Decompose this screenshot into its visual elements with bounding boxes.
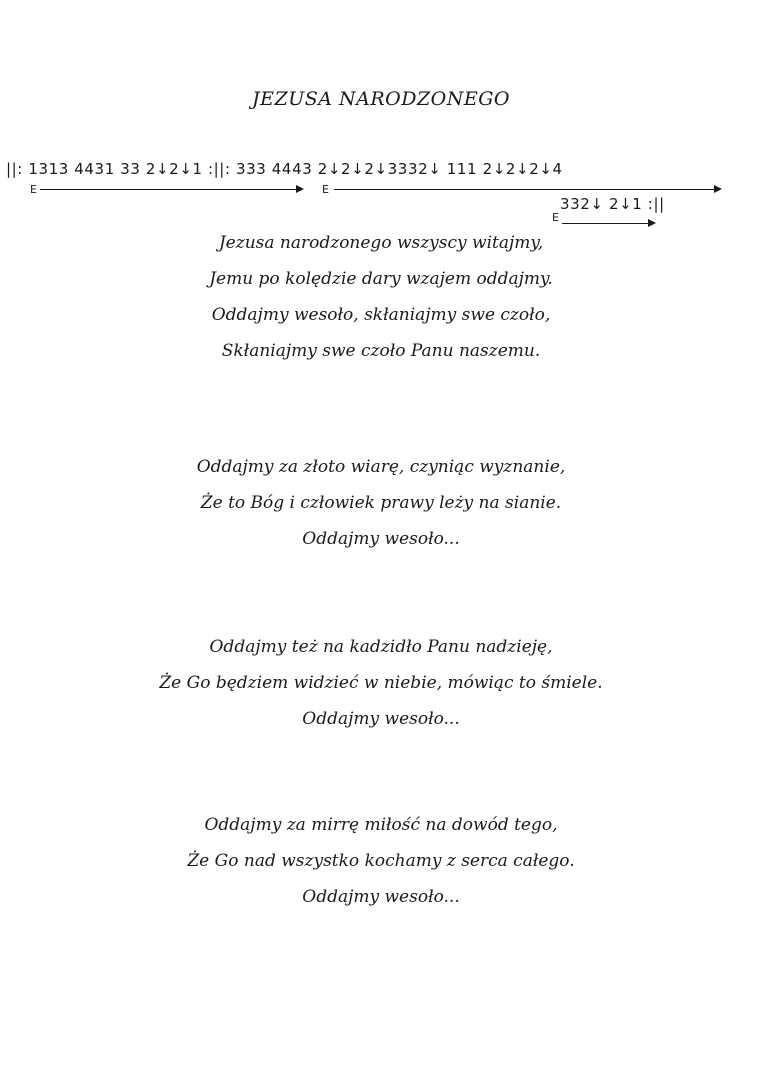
song-title: JEZUSA NARODZONEGO [252,88,510,110]
marker-label-2: E [322,183,329,196]
lyric-line: Oddajmy wesoło... [302,887,460,907]
verse-2 [0,449,762,557]
marker-label-3: E [552,211,559,224]
lyric-line: Oddajmy wesoło... [302,529,460,549]
lyric-line: Skłaniajmy swe czoło Panu naszemu. [221,341,541,361]
repeat-arrow-3 [562,223,654,224]
repeat-arrow-2 [334,189,720,190]
lyric-line: Jemu po kolędzie dary wzajem oddajmy. [209,269,553,289]
notation-line-1: ||: 1313 4431 33 2↓2↓1 :||: 333 4443 2↓2↓2↓3332↓ 111 2↓2↓2↓4 [6,160,563,178]
lyric-line: Że Go będziem widzieć w niebie, mówiąc to śmiele. [159,673,603,693]
marker-label-1: E [30,183,37,196]
repeat-arrow-1 [40,189,302,190]
lyric-line: Że to Bóg i człowiek prawy leży na sianie. [200,493,562,513]
lyric-line: Oddajmy za mirrę miłość na dowód tego, [204,815,558,835]
lyric-line: Oddajmy za złoto wiarę, czyniąc wyznanie, [196,457,566,477]
verse-3 [0,629,762,737]
lyric-line: Że Go nad wszystko kochamy z serca całego. [187,851,575,871]
lyric-line: Jezusa narodzonego wszyscy witajmy, [218,233,544,253]
verse-1 [0,225,762,369]
verse-4 [0,807,762,915]
lyric-line: Oddajmy wesoło, skłaniajmy swe czoło, [211,305,551,325]
lyric-line: Oddajmy wesoło... [302,709,460,729]
notation-line-2: 332↓ 2↓1 :|| [560,195,665,213]
lyric-line: Oddajmy też na kadzidło Panu nadzieję, [209,637,553,657]
